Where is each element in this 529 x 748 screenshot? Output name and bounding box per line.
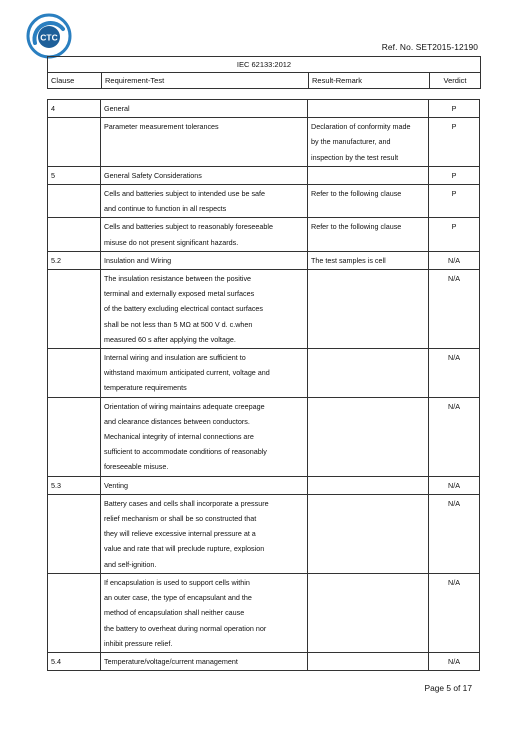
result-cell	[308, 397, 429, 476]
page-number: Page 5 of 17	[424, 683, 472, 693]
table-row	[48, 349, 480, 398]
requirement-cell: Cells and batteries subject to reasonably foreseeable misuse do not present significant hazards.	[101, 218, 308, 251]
requirement-cell: Orientation of wiring maintains adequate creepage and clearance distances between conductors. Mechanical integrity of internal connections are sufficient to accommodate conditions of reasonably foreseeable misuse.	[101, 397, 308, 476]
ctc-logo	[26, 13, 72, 59]
requirement-cell: Insulation and Wiring	[101, 251, 308, 269]
verdict-cell: N/A	[429, 573, 480, 652]
verdict-cell: P	[429, 100, 480, 118]
verdict-cell: N/A	[429, 397, 480, 476]
clause-cell	[48, 118, 101, 167]
result-cell	[308, 270, 429, 349]
clause-cell	[48, 185, 101, 218]
column-header-result: Result-Remark	[308, 73, 429, 88]
requirement-cell: The insulation resistance between the positive terminal and externally exposed metal surfaces of the battery excluding electrical contact surfaces shall be not less than 5 MΩ at 500 V d. c.when measured 60 s after applying the voltage.	[101, 270, 308, 349]
requirement-cell: General	[101, 100, 308, 118]
verdict-cell: N/A	[429, 476, 480, 494]
result-cell	[308, 349, 429, 398]
verdict-cell: P	[429, 166, 480, 184]
table-row	[48, 397, 480, 476]
table-row	[48, 251, 480, 269]
requirement-cell: Parameter measurement tolerances	[101, 118, 308, 167]
clause-cell	[48, 397, 101, 476]
result-cell	[308, 476, 429, 494]
logo-text: CTC	[40, 32, 58, 43]
requirement-cell: Battery cases and cells shall incorporate a pressure relief mechanism or shall be so constructed that they will relieve excessive internal pressure at a value and rate that will preclude rupture, explosion and self-ignition.	[101, 494, 308, 573]
result-cell	[308, 166, 429, 184]
clause-cell: 5.4	[48, 652, 101, 670]
requirement-cell: Cells and batteries subject to intended use be safe and continue to function in all respects	[101, 185, 308, 218]
table-row	[48, 100, 480, 118]
requirements-table	[47, 99, 480, 671]
clause-cell	[48, 573, 101, 652]
column-header-verdict: Verdict	[429, 73, 480, 88]
verdict-cell: P	[429, 118, 480, 167]
column-header-requirement: Requirement-Test	[101, 73, 308, 88]
clause-cell: 4	[48, 100, 101, 118]
table-row	[48, 476, 480, 494]
verdict-cell: P	[429, 185, 480, 218]
requirement-cell: If encapsulation is used to support cells within an outer case, the type of encapsulant and the method of encapsulation shall neither cause the battery to overheat during normal operation nor inhibit pressure relief.	[101, 573, 308, 652]
verdict-cell: N/A	[429, 270, 480, 349]
result-cell	[308, 652, 429, 670]
table-row	[48, 573, 480, 652]
table-row	[48, 118, 480, 167]
verdict-cell: N/A	[429, 349, 480, 398]
column-header-clause: Clause	[51, 76, 75, 85]
clause-cell	[48, 494, 101, 573]
result-cell: Refer to the following clause	[308, 218, 429, 251]
table-row	[48, 494, 480, 573]
requirement-cell: General Safety Considerations	[101, 166, 308, 184]
result-cell	[308, 494, 429, 573]
table-row	[48, 270, 480, 349]
requirement-cell: Temperature/voltage/current management	[101, 652, 308, 670]
reference-number: Ref. No. SET2015-12190	[381, 42, 478, 52]
table-header	[47, 56, 481, 89]
clause-cell	[48, 218, 101, 251]
result-cell	[308, 100, 429, 118]
result-cell: Refer to the following clause	[308, 185, 429, 218]
verdict-cell: N/A	[429, 652, 480, 670]
requirement-cell: Venting	[101, 476, 308, 494]
result-cell: Declaration of conformity made by the manufacturer, and inspection by the test result	[308, 118, 429, 167]
clause-cell	[48, 349, 101, 398]
clause-cell: 5.2	[48, 251, 101, 269]
table-row	[48, 218, 480, 251]
verdict-cell: P	[429, 218, 480, 251]
table-row	[48, 166, 480, 184]
clause-cell	[48, 270, 101, 349]
requirement-cell: Internal wiring and insulation are sufficient to withstand maximum anticipated current, voltage and temperature requirements	[101, 349, 308, 398]
table-row	[48, 185, 480, 218]
result-cell: The test samples is cell	[308, 251, 429, 269]
table-row	[48, 652, 480, 670]
clause-cell: 5	[48, 166, 101, 184]
standard-title: IEC 62133:2012	[48, 57, 480, 73]
verdict-cell: N/A	[429, 494, 480, 573]
clause-cell: 5.3	[48, 476, 101, 494]
verdict-cell: N/A	[429, 251, 480, 269]
result-cell	[308, 573, 429, 652]
